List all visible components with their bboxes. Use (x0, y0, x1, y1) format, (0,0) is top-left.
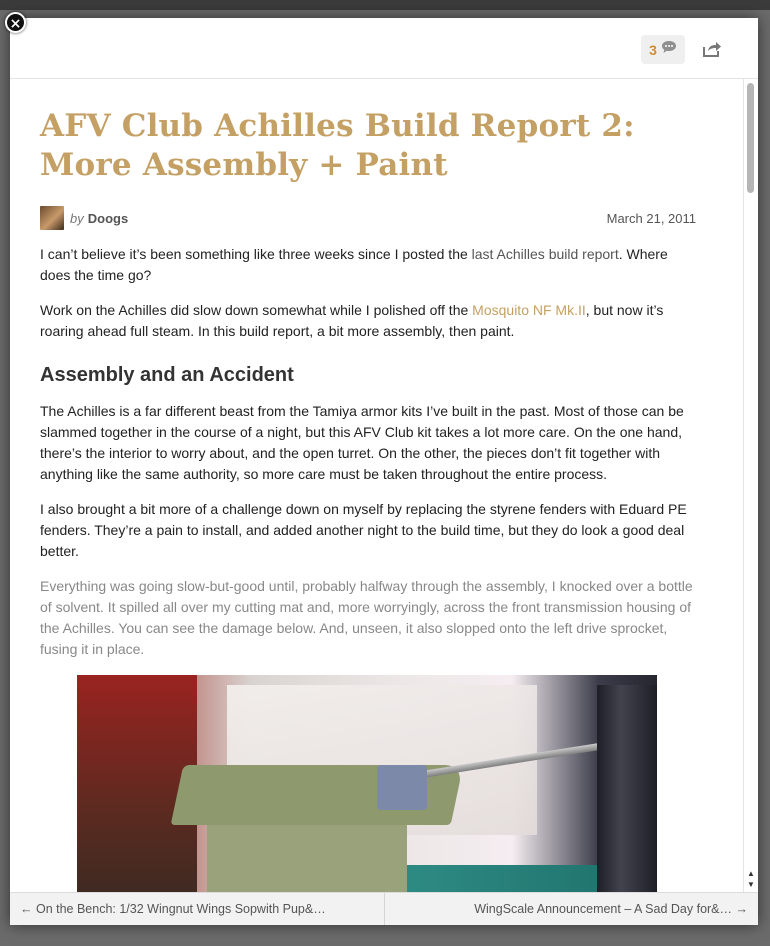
previous-post-link[interactable]: ← On the Bench: 1/32 Wingnut Wings Sopwith Pup&… (10, 893, 385, 925)
photo-tank-hull (207, 825, 407, 892)
article-body (40, 79, 696, 892)
scrollbar-thumb[interactable] (747, 83, 754, 193)
paragraph-text: , but now it’s roaring ahead full steam. In this build report, a bit more assembly, then paint. (40, 302, 664, 339)
scroll-down-arrow-icon[interactable]: ▼ (747, 880, 755, 889)
post-navigation (10, 892, 758, 925)
next-post-link[interactable]: WingScale Announcement – A Sad Day for&… → (474, 902, 748, 916)
paragraph-assembly: The Achilles is a far different beast from the Tamiya armor kits I’ve built in the past. Most of those can be slammed together in the course of a night, but this AFV Club kit takes a lot more care. On the one hand, there’s the interior to worry about, and the open turret. On the other, the pieces don’t fit together with anything like the same authority, so more care must be taken throughout the entire process. (40, 403, 684, 482)
article-scroll-area[interactable] (10, 79, 758, 892)
author-name[interactable]: Doogs (87, 210, 129, 226)
paragraph-text: Work on the Achilles did slow down somewhat while I polished off the (40, 302, 473, 318)
article-modal (10, 18, 758, 925)
vertical-scrollbar[interactable] (743, 79, 758, 892)
comments-button[interactable] (641, 35, 685, 64)
section-heading: Assembly and an Accident (40, 364, 294, 386)
paragraph-accident: Everything was going slow-but-good until, probably halfway through the assembly, I knocked over a bottle of solvent. It spilled all over my cutting mat and, more worryingly, across the front transmission housing of the Achilles. You can see the damage below. And, unseen, it also slopped onto the left drive sprocket, fusing it in place. (40, 578, 693, 657)
background-top-bar (0, 0, 770, 10)
article-title: AFV Club Achilles Build Report 2: More Assembly + Paint (40, 108, 635, 183)
byline-prefix: by (70, 210, 84, 226)
mosquito-link[interactable]: Mosquito NF Mk.II (472, 302, 586, 318)
comment-count: 3 (649, 41, 657, 58)
paragraph-text: I can’t believe it’s been something like three weeks since I posted the (40, 246, 472, 262)
tank-model-photo[interactable] (77, 675, 657, 892)
paragraph-intro (40, 244, 696, 286)
speech-bubble-icon (661, 40, 677, 59)
paragraph-fenders: I also brought a bit more of a challenge down on myself by replacing the styrene fenders with Eduard PE fenders. They’re a pain to install, and added another night to the build time, but they do look a good deal better. (40, 501, 687, 559)
modal-header (10, 18, 758, 79)
paragraph-mosquito (40, 300, 696, 342)
photo-tank-mantlet (377, 765, 427, 810)
share-icon[interactable] (702, 40, 722, 58)
close-icon[interactable]: × (5, 12, 26, 33)
byline (40, 206, 696, 230)
author-avatar[interactable] (40, 206, 64, 230)
photo-solvent-bottle (597, 685, 657, 892)
last-build-report-link[interactable]: last Achilles build report (471, 246, 619, 262)
post-date: March 21, 2011 (606, 210, 696, 226)
scroll-up-arrow-icon[interactable]: ▲ (747, 869, 755, 878)
paragraph-text: . Where does the time go? (40, 246, 668, 283)
